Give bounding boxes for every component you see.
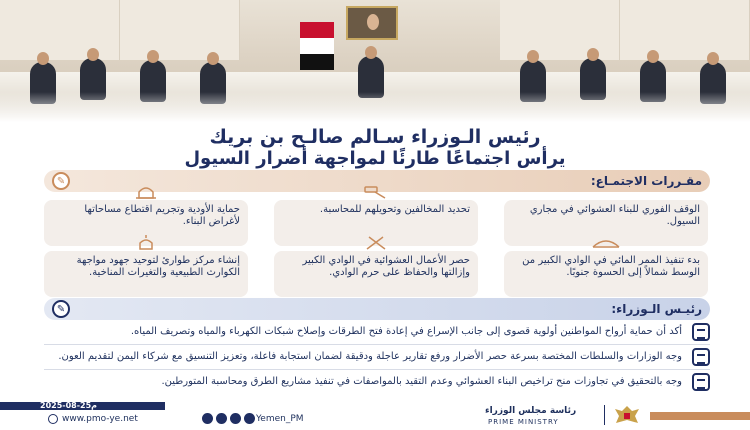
headline-line-2: يرأس اجتماعًا طارئًا لمواجهة أضرار السيول <box>184 148 566 169</box>
briefcase-icon <box>692 373 710 391</box>
decisions-heading: مقـررات الاجتمـاع: <box>590 174 702 188</box>
pm-directive <box>44 345 710 369</box>
decision-text: الوقف الفوري للبناء العشوائي في مجاري السيول. <box>529 204 700 227</box>
x-icon[interactable] <box>202 413 213 424</box>
facebook-icon[interactable] <box>216 413 227 424</box>
eagle-emblem-icon <box>612 403 642 427</box>
bridge-icon <box>586 235 626 253</box>
telegram-icon[interactable] <box>244 413 255 424</box>
pm-directive-text: وجه الوزارات والسلطات المختصة بسرعة حصر الأضرار ورفع تقارير عاجلة ودقيقة لضمان استجابة فاعلة، وتعزيز التنسيق مع شركاء اليمن لتقديم العون. <box>58 351 682 362</box>
accent-bar <box>650 412 750 420</box>
decision-text: إنشاء مركز طوارئ لتوحيد جهود مواجهة الكوارث الطبيعية والتغيرات المناخية. <box>76 255 240 278</box>
logo-english: PRIME MINISTRY <box>488 418 559 426</box>
meeting-photo <box>0 0 750 122</box>
portrait-frame <box>346 6 398 40</box>
pm-heading: رئيـس الـوزراء: <box>611 302 702 316</box>
website-url: www.pmo-ye.net <box>62 414 138 424</box>
pm-directive <box>44 370 710 394</box>
pm-directive-text: أكد أن حماية أرواح المواطنين أولوية قصوى إلى جانب الإسراع في إعادة فتح الطرقات وإصلاح شبكات الكهرباء والمياه وتصريف المياه. <box>130 326 682 337</box>
briefcase-icon <box>692 323 710 341</box>
pm-directive <box>44 320 710 344</box>
yemen-flag <box>300 22 334 70</box>
decision-card <box>44 251 248 297</box>
decision-card <box>274 251 478 297</box>
publish-date: 2025-08-25م <box>40 401 98 410</box>
decision-text: حصر الأعمال العشوائية في الوادي الكبير وإزالتها والحفاظ على حرم الوادي. <box>302 255 470 278</box>
document-icon: ✎ <box>52 300 70 318</box>
decision-card <box>504 251 708 297</box>
decision-text: تحديد المخالفين وتحويلهم للمحاسبة. <box>319 204 470 215</box>
gavel-icon <box>356 184 396 202</box>
logo-divider <box>604 405 605 425</box>
wall-panel <box>620 0 750 60</box>
pm-header <box>44 298 710 320</box>
headline <box>40 126 710 170</box>
headline-line-1: رئيس الـوزراء سـالم صالـح بن بريك <box>209 126 541 148</box>
tools-icon <box>356 235 396 253</box>
logo-arabic: رئاسة مجلس الوزراء <box>485 406 577 416</box>
pm-directive-text: وجه بالتحقيق في تجاوزات منح تراخيص البناء العشوائي وعدم التقيد بالمواصفات في تنفيذ مشاريع الطرق ومحاسبة المتورطين. <box>161 376 682 387</box>
photo-fade <box>0 92 750 122</box>
wall-panel <box>120 0 240 60</box>
decision-text: حماية الأودية وتجريم اقتطاع مساحاتها لأغراض البناء. <box>84 204 240 227</box>
website-link[interactable] <box>48 414 138 424</box>
decision-text: بدء تنفيذ الممر المائي في الوادي الكبير من الوسط شمالاً إلى الحسوة جنوبًا. <box>522 255 700 278</box>
wall-panel <box>0 0 120 60</box>
mosque-icon <box>126 184 166 202</box>
instagram-icon[interactable] <box>230 413 241 424</box>
wall-panel <box>500 0 620 60</box>
social-handle: Yemen_PM <box>256 414 304 424</box>
document-icon: ✎ <box>52 172 70 190</box>
briefcase-icon <box>692 348 710 366</box>
siren-icon <box>126 235 166 253</box>
globe-icon <box>48 414 58 424</box>
